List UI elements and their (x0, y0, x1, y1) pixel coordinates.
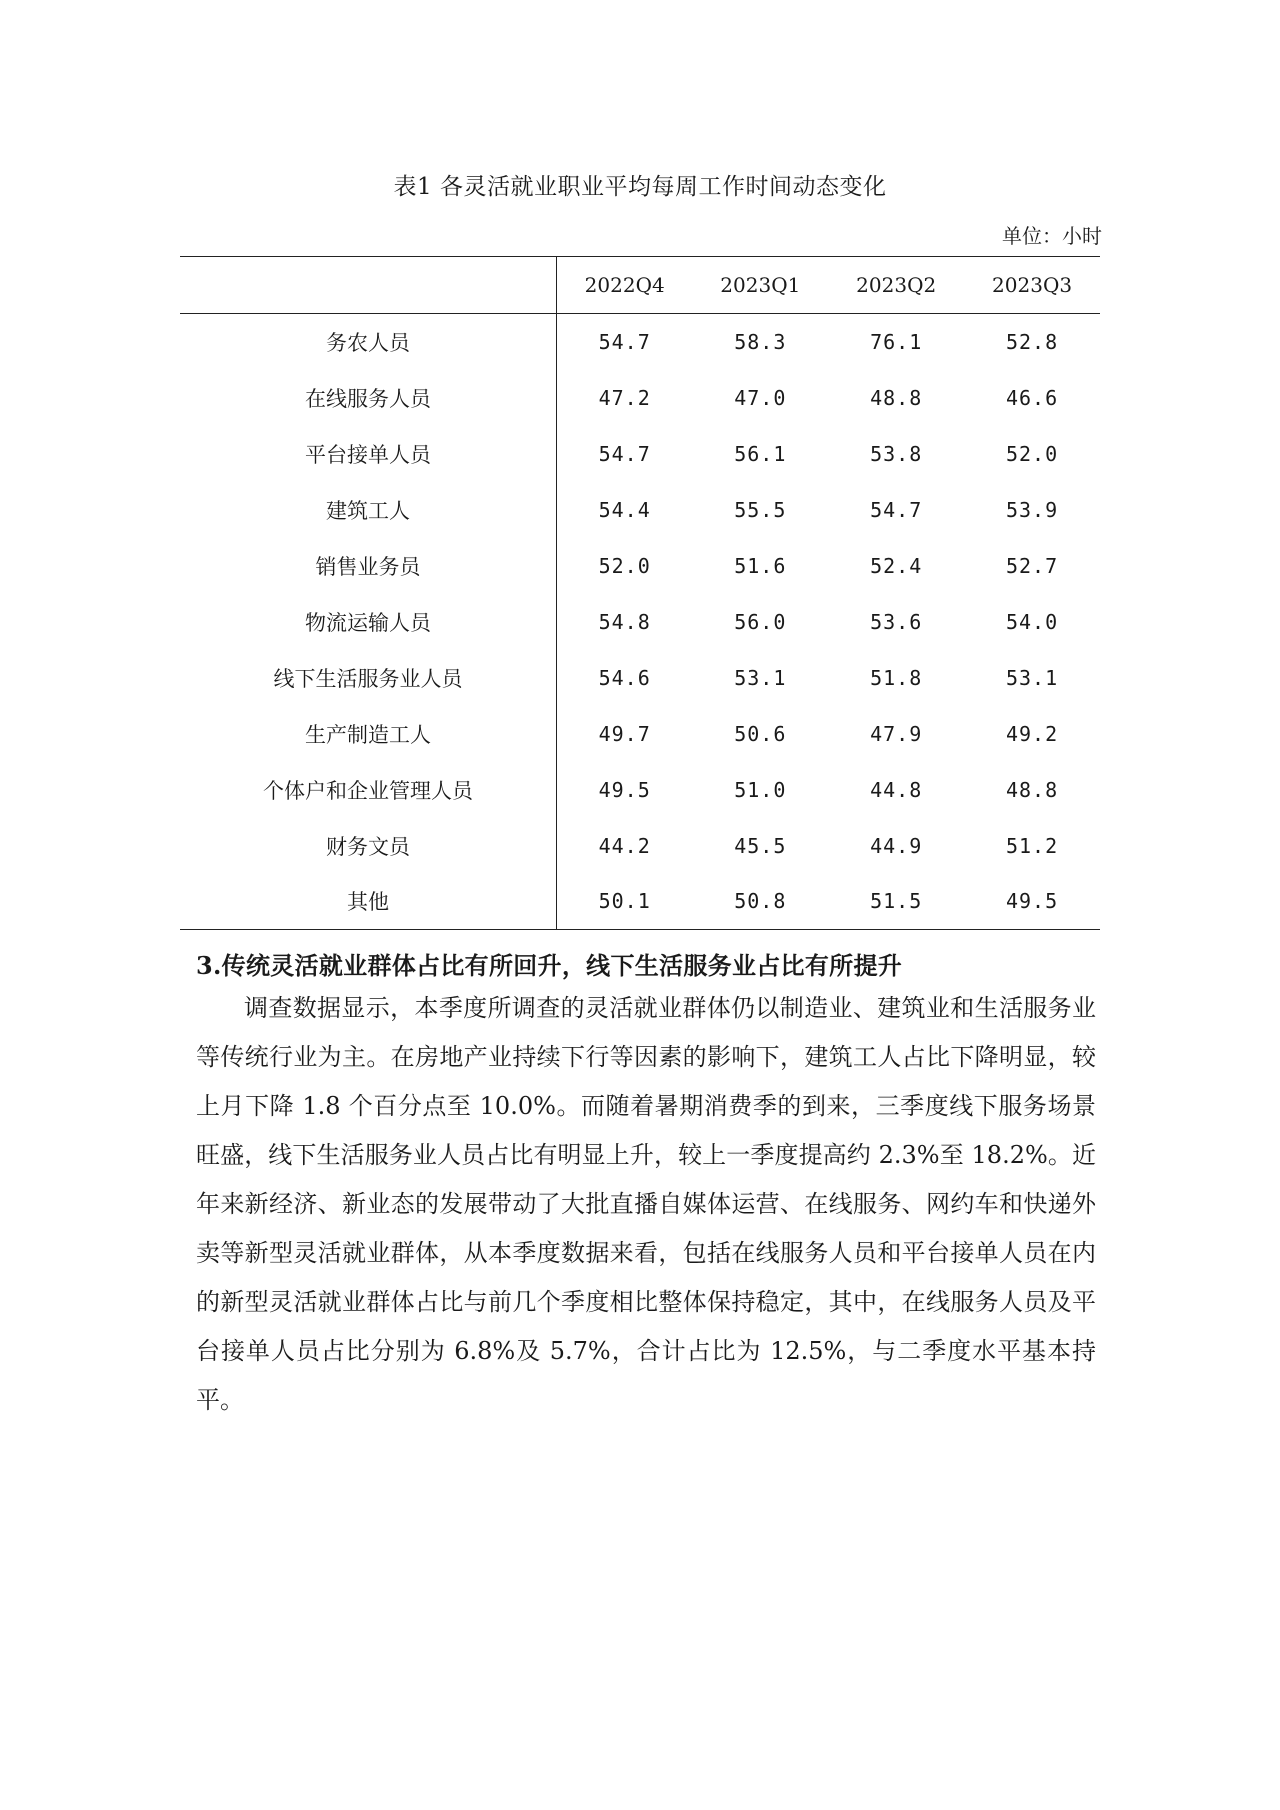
cell-value: 44.8 (870, 777, 923, 802)
cell-value: 49.5 (598, 777, 651, 802)
column-header: 2023Q2 (828, 257, 964, 314)
table-row (180, 482, 1100, 538)
table-row (180, 762, 1100, 818)
cell-value: 52.0 (1005, 441, 1059, 466)
cell-value: 54.0 (1005, 609, 1059, 634)
cell-value: 46.6 (1005, 385, 1059, 410)
table-row (180, 874, 1100, 930)
row-label: 生产制造工人 (180, 706, 557, 762)
table-unit: 单位：小时 (1002, 224, 1102, 248)
cell-value: 51.2 (1005, 833, 1059, 858)
row-label: 销售业务员 (180, 538, 557, 594)
section-heading: 3.传统灵活就业群体占比有所回升，线下生活服务业占比有所提升 (196, 951, 903, 980)
cell-value: 52.0 (598, 553, 651, 578)
cell-value: 44.2 (598, 833, 651, 858)
cell-value: 52.8 (1005, 329, 1059, 354)
row-label: 平台接单人员 (180, 426, 557, 482)
column-header: 2022Q4 (557, 257, 693, 314)
cell-value: 53.1 (1005, 665, 1059, 690)
cell-value: 47.9 (870, 721, 923, 746)
cell-value: 54.6 (598, 665, 651, 690)
cell-value: 51.5 (828, 874, 964, 930)
table-row (180, 818, 1100, 874)
cell-value: 53.8 (870, 441, 923, 466)
table-title: 表1 各灵活就业职业平均每周工作时间动态变化 (393, 174, 887, 200)
cell-value: 50.1 (557, 874, 693, 930)
table-header-row (180, 257, 1100, 314)
body-paragraph: 调查数据显示，本季度所调查的灵活就业群体仍以制造业、建筑业和生活服务业等传统行业为主。在房地产业持续下行等因素的影响下，建筑工人占比下降明显，较上月下降 1.8 个百分点至 10.0%。而随着暑期消费季的到来，三季度线下服务场景旺盛，线下生活服务业人员占比有明显上升，较上一季度提高约 2.3%至 18.2%。近年来新经济、新业态的发展带动了大批直播自媒体运营、在线服务、网约车和快递外卖等新型灵活就业群体，从本季度数据来看，包括在线服务人员和平台接单人员在内的新型灵活就业群体占比与前几个季度相比整体保持稳定，其中，在线服务人员及平台接单人员占比分别为 6.8%及 5.7%，合计占比为 12.5%，与二季度水平基本持平。 (196, 994, 1096, 1414)
cell-value: 58.3 (734, 329, 787, 354)
table-row (180, 650, 1100, 706)
cell-value: 49.5 (964, 874, 1100, 930)
cell-value: 54.7 (870, 497, 923, 522)
row-label: 在线服务人员 (180, 370, 557, 426)
cell-value: 44.9 (870, 833, 923, 858)
cell-value: 51.0 (734, 777, 787, 802)
table-row (180, 370, 1100, 426)
row-label: 线下生活服务业人员 (180, 650, 557, 706)
cell-value: 49.2 (1005, 721, 1059, 746)
column-header: 2023Q3 (964, 257, 1100, 314)
cell-value: 54.8 (598, 609, 651, 634)
cell-value: 52.7 (1005, 553, 1059, 578)
table-row (180, 594, 1100, 650)
cell-value: 47.2 (598, 385, 651, 410)
cell-value: 52.4 (870, 553, 923, 578)
column-header: 2023Q1 (692, 257, 828, 314)
cell-value: 53.9 (1005, 497, 1059, 522)
cell-value: 50.8 (692, 874, 828, 930)
table-row (180, 706, 1100, 762)
cell-value: 48.8 (870, 385, 923, 410)
cell-value: 49.7 (598, 721, 651, 746)
row-label: 财务文员 (180, 818, 557, 874)
cell-value: 48.8 (1005, 777, 1059, 802)
cell-value: 54.4 (598, 497, 651, 522)
table-row (180, 538, 1100, 594)
cell-value: 55.5 (734, 497, 787, 522)
table-row (180, 426, 1100, 482)
row-label: 物流运输人员 (180, 594, 557, 650)
header-stub (180, 257, 557, 314)
table-row (180, 314, 1100, 370)
cell-value: 53.6 (870, 609, 923, 634)
row-label: 个体户和企业管理人员 (180, 762, 557, 818)
cell-value: 47.0 (734, 385, 787, 410)
cell-value: 53.1 (734, 665, 787, 690)
cell-value: 56.1 (734, 441, 787, 466)
row-label: 其他 (180, 874, 557, 930)
cell-value: 56.0 (734, 609, 787, 634)
work-hours-table (180, 256, 1100, 930)
cell-value: 54.7 (598, 441, 651, 466)
cell-value: 51.6 (734, 553, 787, 578)
row-label: 务农人员 (180, 314, 557, 370)
cell-value: 45.5 (734, 833, 787, 858)
cell-value: 54.7 (598, 329, 651, 354)
cell-value: 51.8 (870, 665, 923, 690)
cell-value: 76.1 (870, 329, 923, 354)
row-label: 建筑工人 (180, 482, 557, 538)
cell-value: 50.6 (734, 721, 787, 746)
